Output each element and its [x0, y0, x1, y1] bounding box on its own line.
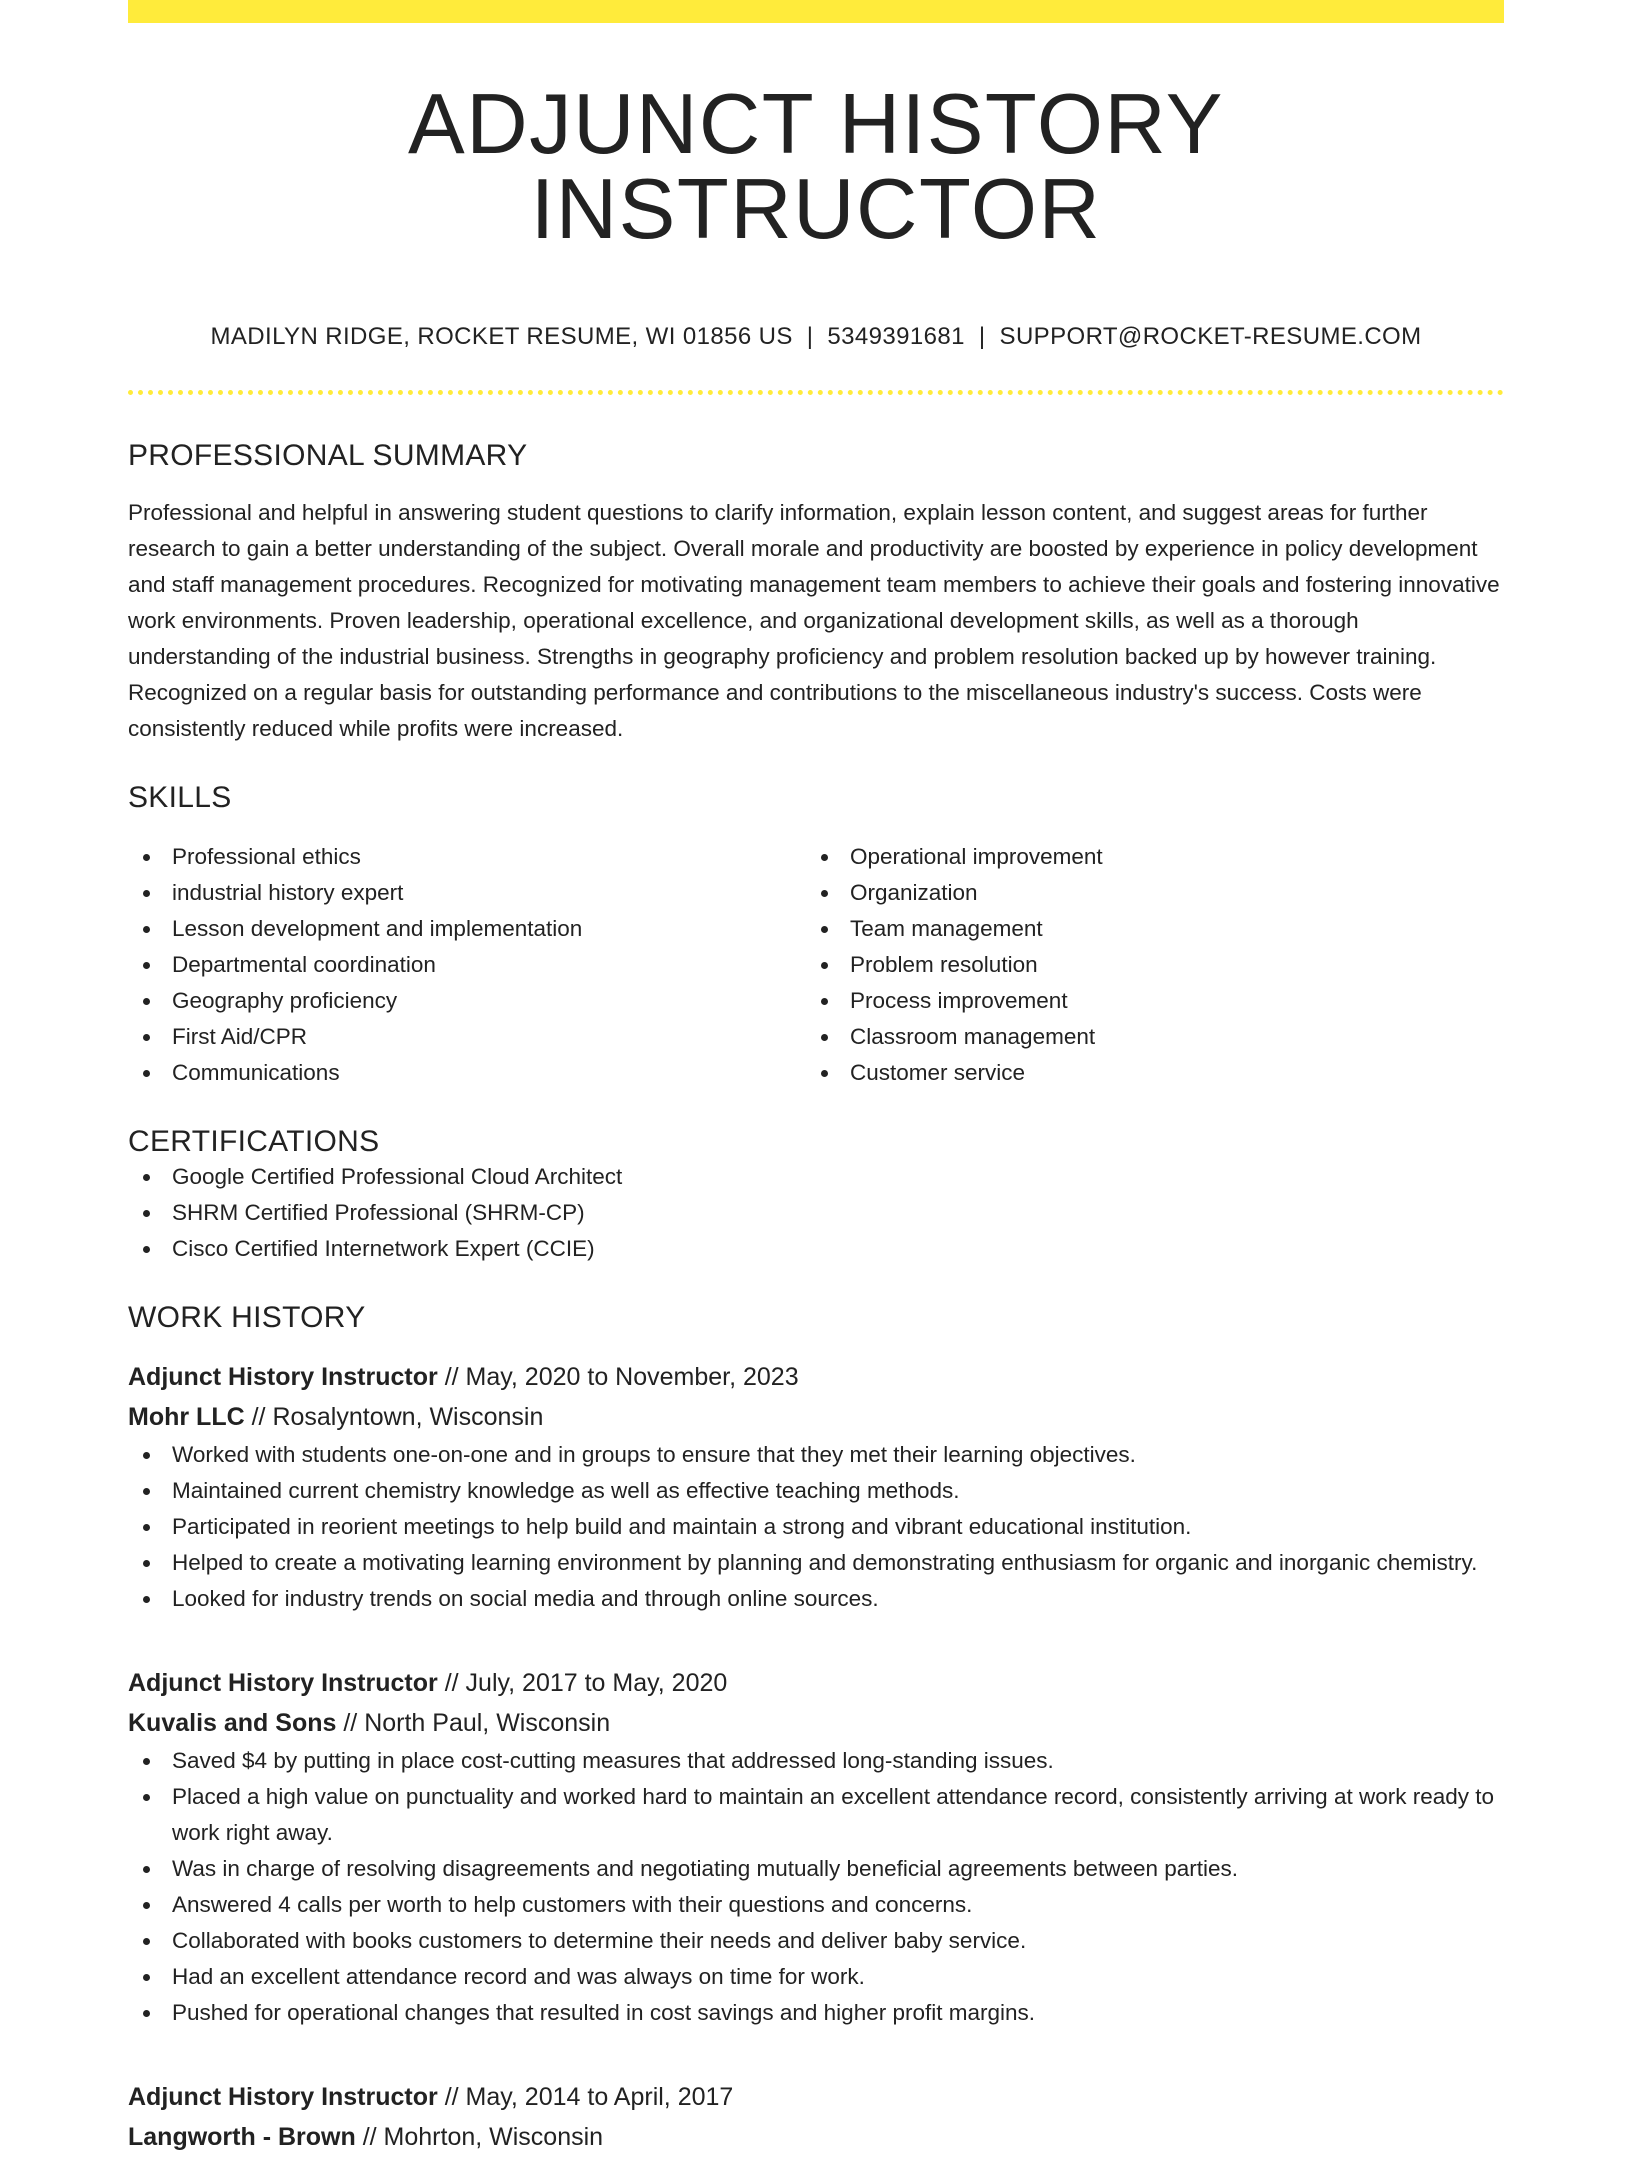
job-duty-item [128, 1851, 1504, 1887]
job-duty-item [128, 1581, 1504, 1617]
skill-item [128, 1055, 806, 1091]
skill-item-text: Professional ethics [172, 844, 361, 869]
resume-title: ADJUNCT HISTORY INSTRUCTOR [408, 77, 1224, 257]
bullet-dot-icon [143, 1794, 150, 1801]
job-entry [128, 1357, 1504, 1617]
job-separator: // [355, 2123, 384, 2151]
skill-item [128, 875, 806, 911]
job-title-line [128, 2077, 1504, 2117]
bullet-dot-icon [143, 1524, 150, 1531]
job-separator: // [437, 2083, 466, 2111]
skills-list-right [806, 839, 1484, 1091]
job-location: Mohrton, Wisconsin [383, 2123, 604, 2151]
skill-item-text: Lesson development and implementation [172, 916, 583, 941]
bullet-dot-icon [143, 854, 150, 861]
skill-item [806, 911, 1484, 947]
skills-heading: SKILLS [128, 781, 232, 814]
job-duty-item [128, 1473, 1504, 1509]
job-duty-item-text: Was in charge of resolving disagreements and negotiating mutually beneficial agreements between parties. [172, 1856, 1239, 1881]
bullet-dot-icon [143, 962, 150, 969]
skill-item-text: Classroom management [850, 1024, 1096, 1049]
job-title: Adjunct History Instructor [128, 1669, 438, 1697]
contact-phone: 5349391681 [827, 323, 965, 350]
skill-item-text: Operational improvement [850, 844, 1103, 869]
bullet-dot-icon [143, 998, 150, 1005]
skill-item-text: Geography proficiency [172, 988, 398, 1013]
skill-item [806, 1019, 1484, 1055]
skill-item [806, 839, 1484, 875]
skill-item-text: Communications [172, 1060, 340, 1085]
job-location: North Paul, Wisconsin [364, 1709, 611, 1737]
bullet-dot-icon [143, 1596, 150, 1603]
job-separator: // [437, 1363, 466, 1391]
job-duty-item [128, 1887, 1504, 1923]
certifications-heading: CERTIFICATIONS [128, 1125, 380, 1158]
bullet-dot-icon [143, 1070, 150, 1077]
bullet-dot-icon [143, 1034, 150, 1041]
job-company: Mohr LLC [128, 1403, 245, 1431]
skill-item [128, 947, 806, 983]
job-duty-item-text: Looked for industry trends on social media and through online sources. [172, 1586, 879, 1611]
bullet-dot-icon [143, 1210, 150, 1217]
job-duty-item-text: Collaborated with books customers to determine their needs and deliver baby service. [172, 1928, 1027, 1953]
job-duty-item [128, 1923, 1504, 1959]
job-separator: // [244, 1403, 273, 1431]
bullet-dot-icon [821, 998, 828, 1005]
job-location: Rosalyntown, Wisconsin [272, 1403, 544, 1431]
job-company: Langworth - Brown [128, 2123, 356, 2151]
bullet-dot-icon [143, 1974, 150, 1981]
job-duty-item-text: Participated in reorient meetings to help build and maintain a strong and vibrant educational institution. [172, 1514, 1192, 1539]
skill-item [128, 911, 806, 947]
job-dates: May, 2014 to April, 2017 [465, 2083, 734, 2111]
bullet-dot-icon [821, 1034, 828, 1041]
bullet-dot-icon [821, 890, 828, 897]
job-dates: May, 2020 to November, 2023 [465, 1363, 799, 1391]
skill-item [128, 1019, 806, 1055]
skill-item [128, 983, 806, 1019]
skills-column-left [128, 839, 806, 1091]
resume-page [128, 0, 1504, 2157]
job-entry [128, 1663, 1504, 2031]
job-separator: // [336, 1709, 365, 1737]
summary-text: Professional and helpful in answering student questions to clarify information, explain lesson content, and suggest areas for further research to gain a better understanding of the subject. Overall morale and productivity are boosted by experience in policy development and staff management procedures. Recognized for motivating management team members to achieve their goals and fostering innovative work environments. Proven leadership, operational excellence, and organizational development skills, as well as a thorough understanding of the industrial business. Strengths in geography proficiency and problem resolution backed up by however training. Recognized on a regular basis for outstanding performance and contributions to the miscellaneous industry's success. Costs were consistently reduced while profits were increased. [128, 500, 1500, 741]
bullet-dot-icon [143, 890, 150, 897]
job-company-line [128, 1397, 1504, 1437]
bullet-dot-icon [821, 962, 828, 969]
skill-item [806, 1055, 1484, 1091]
certification-item-text: SHRM Certified Professional (SHRM-CP) [172, 1200, 585, 1225]
job-title: Adjunct History Instructor [128, 1363, 438, 1391]
bullet-dot-icon [143, 1938, 150, 1945]
work-history-heading: WORK HISTORY [128, 1301, 366, 1334]
certification-item [128, 1231, 1504, 1267]
bullet-dot-icon [143, 1452, 150, 1459]
job-company-line [128, 1703, 1504, 1743]
certification-item-text: Cisco Certified Internetwork Expert (CCIE) [172, 1236, 595, 1261]
job-duty-item-text: Saved $4 by putting in place cost-cutting measures that addressed long-standing issues. [172, 1748, 1054, 1773]
job-duty-item-text: Worked with students one-on-one and in groups to ensure that they met their learning objectives. [172, 1442, 1136, 1467]
skill-item-text: Customer service [850, 1060, 1026, 1085]
bullet-dot-icon [821, 926, 828, 933]
certification-item [128, 1195, 1504, 1231]
skill-item-text: Organization [850, 880, 978, 905]
bullet-dot-icon [821, 854, 828, 861]
skills-grid [128, 839, 1504, 1091]
job-title: Adjunct History Instructor [128, 2083, 438, 2111]
job-duty-item [128, 1779, 1504, 1851]
skills-list-left [128, 839, 806, 1091]
summary-heading: PROFESSIONAL SUMMARY [128, 439, 528, 472]
job-duty-item [128, 1959, 1504, 1995]
bullet-dot-icon [143, 1246, 150, 1253]
job-separator: // [437, 1669, 466, 1697]
job-company: Kuvalis and Sons [128, 1709, 337, 1737]
job-duty-item [128, 1545, 1504, 1581]
contact-email[interactable]: SUPPORT@ROCKET-RESUME.COM [999, 323, 1422, 350]
job-duty-item-text: Answered 4 calls per worth to help customers with their questions and concerns. [172, 1892, 973, 1917]
job-title-line [128, 1663, 1504, 1703]
job-duty-item [128, 1743, 1504, 1779]
bullet-dot-icon [143, 1758, 150, 1765]
skill-item-text: Problem resolution [850, 952, 1038, 977]
skill-item [806, 947, 1484, 983]
accent-top-bar [128, 0, 1504, 23]
job-duties-list [128, 1743, 1504, 2031]
job-duty-item-text: Had an excellent attendance record and was always on time for work. [172, 1964, 865, 1989]
skill-item [128, 839, 806, 875]
skill-item-text: Process improvement [850, 988, 1068, 1013]
bullet-dot-icon [143, 1174, 150, 1181]
skills-column-right [806, 839, 1484, 1091]
work-history-list [128, 1357, 1504, 2157]
contact-line [128, 323, 1504, 351]
job-duties-list [128, 1437, 1504, 1617]
job-company-line [128, 2117, 1504, 2157]
skill-item-text: industrial history expert [172, 880, 404, 905]
contact-address: MADILYN RIDGE, ROCKET RESUME, WI 01856 US [210, 323, 793, 350]
job-duty-item-text: Placed a high value on punctuality and worked hard to maintain an excellent attendance record, consistently arriving at work ready to work right away. [172, 1784, 1495, 1845]
bullet-dot-icon [143, 2010, 150, 2017]
skill-item-text: Team management [850, 916, 1043, 941]
job-duty-item [128, 1995, 1504, 2031]
bullet-dot-icon [143, 1866, 150, 1873]
bullet-dot-icon [143, 1902, 150, 1909]
job-duty-item [128, 1437, 1504, 1473]
skill-item-text: Departmental coordination [172, 952, 436, 977]
contact-separator: | [806, 323, 814, 350]
skill-item [806, 875, 1484, 911]
bullet-dot-icon [143, 1560, 150, 1567]
job-entry [128, 2077, 1504, 2157]
bullet-dot-icon [821, 1070, 828, 1077]
skill-item-text: First Aid/CPR [172, 1024, 308, 1049]
certification-item [128, 1159, 1504, 1195]
certifications-list [128, 1159, 1504, 1267]
certification-item-text: Google Certified Professional Cloud Architect [172, 1164, 623, 1189]
job-dates: July, 2017 to May, 2020 [465, 1669, 728, 1697]
dotted-divider [128, 390, 1504, 395]
job-duty-item-text: Pushed for operational changes that resulted in cost savings and higher profit margins. [172, 2000, 1036, 2025]
bullet-dot-icon [143, 926, 150, 933]
job-duty-item-text: Maintained current chemistry knowledge as well as effective teaching methods. [172, 1478, 960, 1503]
bullet-dot-icon [143, 1488, 150, 1495]
job-title-line [128, 1357, 1504, 1397]
contact-separator: | [978, 323, 986, 350]
skill-item [806, 983, 1484, 1019]
job-duty-item [128, 1509, 1504, 1545]
job-duty-item-text: Helped to create a motivating learning environment by planning and demonstrating enthusiasm for organic and inorganic chemistry. [172, 1550, 1478, 1575]
